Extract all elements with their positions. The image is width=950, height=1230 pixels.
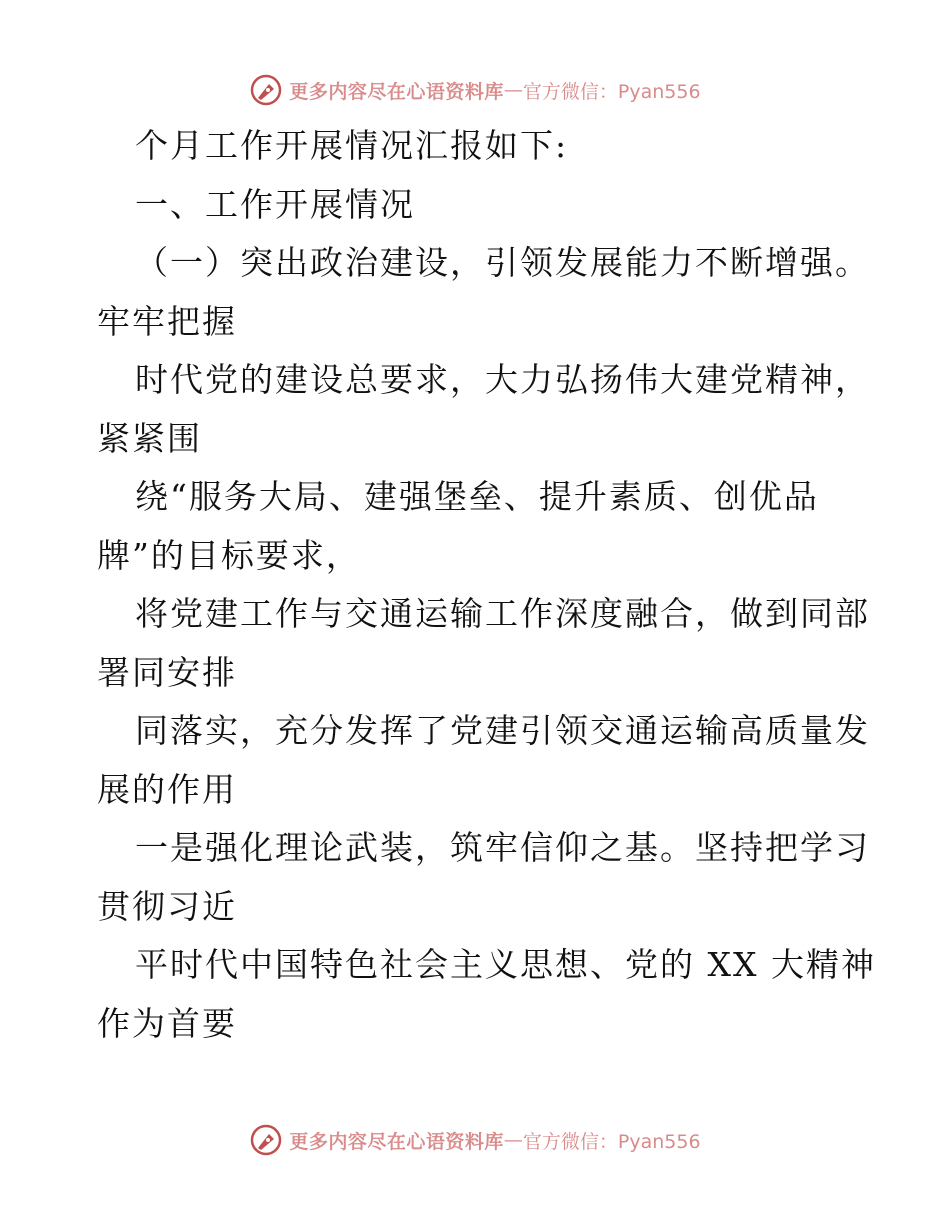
text-line: 作为首要 — [97, 1003, 237, 1043]
document-body — [97, 117, 876, 1053]
text-line: 同落实，充分发挥了党建引领交通运输高质量发 — [135, 711, 870, 750]
watermark-dash: — — [503, 1129, 523, 1151]
text-line: 平时代中国特色社会主义思想、党的 XX 大精神 — [135, 945, 876, 984]
text-line: 时代党的建设总要求，大力弘扬伟大建党精神， — [135, 360, 870, 399]
text-line: 牌”的目标要求， — [97, 535, 361, 575]
text-line: 一是强化理论武装，筑牢信仰之基。坚持把学习 — [135, 828, 870, 867]
watermark-dash: — — [503, 79, 523, 101]
text-line: 牢牢把握 — [97, 301, 237, 341]
pen-nib-logo-icon — [249, 1123, 283, 1157]
header-watermark — [0, 70, 950, 110]
watermark-main-text: 更多内容尽在心语资料库 — [289, 1130, 504, 1153]
section-heading: 一、工作开展情况 — [135, 184, 415, 224]
text-line: 署同安排 — [97, 652, 237, 692]
text-line: 将党建工作与交通运输工作深度融合，做到同部 — [135, 594, 870, 633]
text-line: 紧紧围 — [97, 418, 202, 458]
footer-watermark — [0, 1120, 950, 1160]
watermark-sub-text: 官方微信：Pyan556 — [522, 80, 701, 103]
pen-nib-logo-icon — [249, 73, 283, 107]
text-line: 展的作用 — [97, 769, 237, 809]
watermark-main-text: 更多内容尽在心语资料库 — [289, 80, 504, 103]
text-line: 贯彻习近 — [97, 886, 237, 926]
text-line: （一）突出政治建设，引领发展能力不断增强。 — [135, 243, 870, 282]
watermark-sub-text: 官方微信：Pyan556 — [522, 1130, 701, 1153]
text-line: 绕“服务大局、建强堡垒、提升素质、创优品 — [135, 477, 819, 516]
text-line: 个月工作开展情况汇报如下: — [135, 126, 569, 165]
